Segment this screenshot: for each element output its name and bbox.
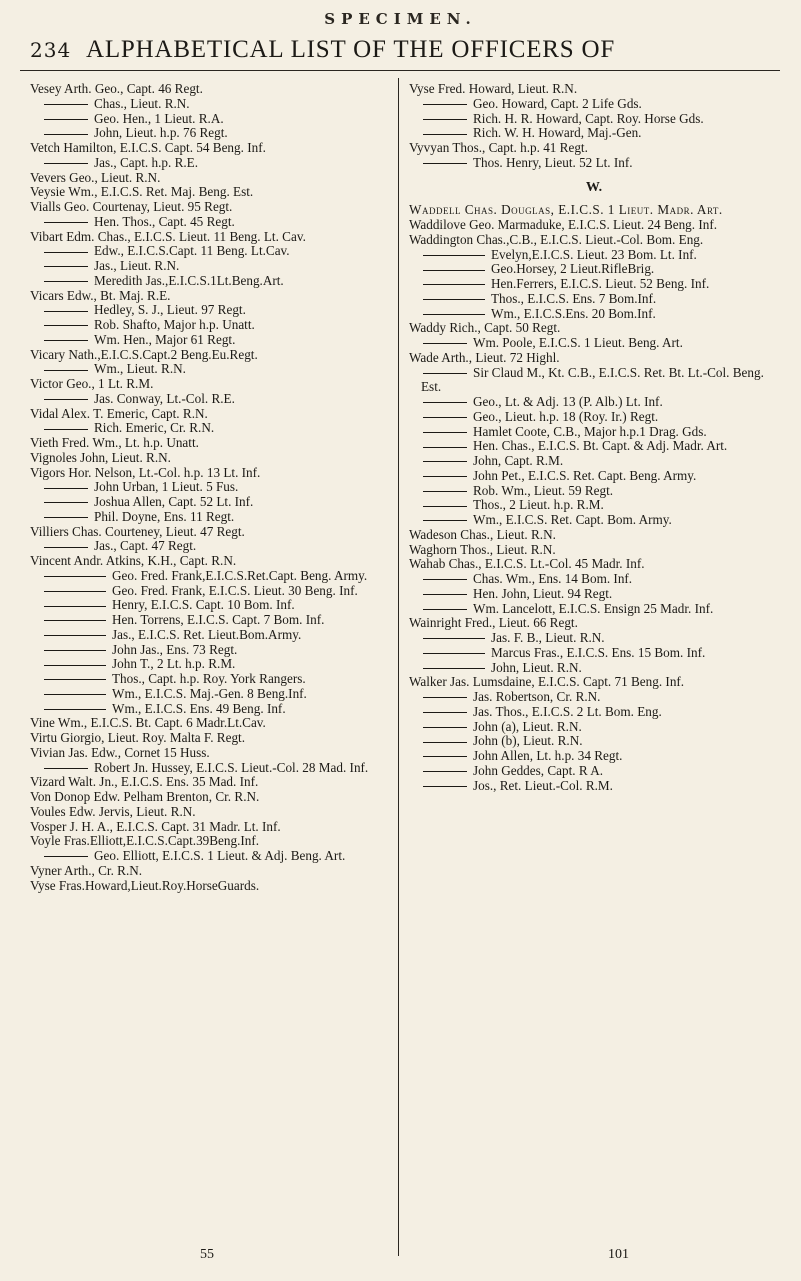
- list-entry: [30, 775, 390, 790]
- list-entry: [30, 259, 390, 274]
- entry-text: Geo., Lt. & Adj. 13 (P. Alb.) Lt. Inf.: [473, 394, 663, 409]
- list-entry: [30, 657, 390, 672]
- entry-text: Veysie Wm., E.I.C.S. Ret. Maj. Beng. Est.: [30, 184, 254, 200]
- list-entry: [409, 112, 779, 127]
- list-entry: [409, 307, 779, 322]
- entry-text: Jas. Conway, Lt.-Col. R.E.: [94, 390, 235, 406]
- entry-text: John (a), Lieut. R.N.: [473, 718, 582, 734]
- list-entry: [409, 764, 779, 779]
- entry-text: Geo. Hen., 1 Lieut. R.A.: [94, 110, 224, 126]
- entry-text: Wm. Lancelott, E.I.C.S. Ensign 25 Madr. Inf.: [473, 600, 714, 616]
- ditto-dash: [423, 284, 485, 285]
- list-entry: [30, 834, 390, 849]
- entry-text: Thos., E.I.C.S. Ens. 7 Bom.Inf.: [491, 290, 657, 306]
- ditto-dash: [423, 520, 467, 521]
- list-entry: [30, 82, 390, 97]
- entry-text: Wahab Chas., E.I.C.S. Lt.-Col. 45 Madr. Inf.: [409, 556, 645, 572]
- page-number: 234: [30, 38, 72, 62]
- list-entry: [30, 790, 390, 805]
- list-entry: [409, 557, 779, 572]
- ditto-dash: [423, 653, 485, 654]
- ditto-dash: [44, 119, 88, 120]
- ditto-dash: [44, 768, 88, 769]
- entry-text: Vicars Edw., Bt. Maj. R.E.: [30, 287, 171, 303]
- list-entry: [30, 185, 390, 200]
- ditto-dash: [423, 270, 485, 271]
- entry-text: Evelyn,E.I.C.S. Lieut. 23 Bom. Lt. Inf.: [491, 246, 697, 262]
- list-entry: [30, 156, 390, 171]
- entry-text: Victor Geo., 1 Lt. R.M.: [30, 376, 154, 391]
- ditto-dash: [44, 163, 88, 164]
- ditto-dash: [423, 742, 467, 743]
- list-entry: [30, 805, 390, 820]
- list-entry: [30, 849, 390, 864]
- entry-text: John Urban, 1 Lieut. 5 Fus.: [94, 479, 239, 495]
- ditto-dash: [423, 432, 467, 433]
- specimen-stamp: SPECIMEN.: [324, 10, 477, 28]
- ditto-dash: [44, 222, 88, 223]
- ditto-dash: [44, 325, 88, 326]
- entry-text: Hen. Torrens, E.I.C.S. Capt. 7 Bom. Inf.: [112, 612, 325, 627]
- list-entry: [30, 569, 390, 584]
- right-column-v-entries: [409, 82, 779, 171]
- list-entry: [30, 126, 390, 141]
- entry-text: John Pet., E.I.C.S. Ret. Capt. Beng. Army.: [473, 467, 697, 483]
- entry-text: Wade Arth., Lieut. 72 Highl.: [409, 349, 560, 365]
- ditto-dash: [44, 620, 106, 621]
- list-entry: [409, 277, 779, 292]
- ditto-dash: [423, 417, 467, 418]
- entry-text: Jas., Capt. 47 Regt.: [94, 538, 197, 554]
- entry-text: Vizard Walt. Jn., E.I.C.S. Ens. 35 Mad. Inf.: [30, 774, 259, 790]
- entry-text: Vine Wm., E.I.C.S. Bt. Capt. 6 Madr.Lt.Cav.: [30, 715, 266, 731]
- list-entry: [409, 469, 779, 484]
- list-entry: [409, 203, 779, 218]
- list-entry: [30, 421, 390, 436]
- left-column: [30, 82, 390, 893]
- right-column: [409, 82, 779, 793]
- entry-text: Waddington Chas.,C.B., E.I.C.S. Lieut.-Col. Bom. Eng.: [409, 231, 704, 247]
- list-entry: [409, 602, 779, 617]
- list-entry: [409, 616, 779, 631]
- list-entry: [409, 734, 779, 749]
- entry-text: Meredith Jas.,E.I.C.S.1Lt.Beng.Art.: [94, 272, 284, 288]
- entry-text: Vieth Fred. Wm., Lt. h.p. Unatt.: [30, 435, 199, 450]
- entry-text: Vialls Geo. Courtenay, Lieut. 95 Regt.: [30, 199, 233, 214]
- entry-text: Thos., Capt. h.p. Roy. York Rangers.: [112, 671, 306, 686]
- entry-text: Chas., Lieut. R.N.: [94, 95, 190, 111]
- ditto-dash: [44, 591, 106, 592]
- entry-text: Vigors Hor. Nelson, Lt.-Col. h.p. 13 Lt. Inf.: [30, 464, 261, 480]
- entry-text: Von Donop Edw. Pelham Brenton, Cr. R.N.: [30, 789, 260, 804]
- ditto-dash: [44, 281, 88, 282]
- entry-text: Sir Claud M., Kt. C.B., E.I.C.S. Ret. Bt. Lt.-Col. Beng. Est.: [421, 364, 764, 395]
- ditto-dash: [44, 252, 88, 253]
- list-entry: [30, 230, 390, 245]
- entry-text: Hen.Ferrers, E.I.C.S. Lieut. 52 Beng. Inf.: [491, 276, 710, 291]
- right-column-w-entries: [409, 203, 779, 793]
- entry-text: Hen. John, Lieut. 94 Regt.: [473, 585, 613, 601]
- entry-text: Marcus Fras., E.I.C.S. Ens. 15 Bom. Inf.: [491, 644, 706, 660]
- entry-text: Wm., E.I.C.S.Ens. 20 Bom.Inf.: [491, 305, 656, 321]
- list-entry: [30, 362, 390, 377]
- list-entry: [409, 351, 779, 366]
- list-entry: [409, 425, 779, 440]
- entry-text: Thos. Henry, Lieut. 52 Lt. Inf.: [473, 154, 633, 170]
- entry-text: John (b), Lieut. R.N.: [473, 733, 583, 749]
- entry-text: Vivian Jas. Edw., Cornet 15 Huss.: [30, 744, 210, 760]
- list-entry: [409, 233, 779, 248]
- entry-text: Hedley, S. J., Lieut. 97 Regt.: [94, 302, 246, 318]
- ditto-dash: [423, 491, 467, 492]
- entry-text: Walker Jas. Lumsdaine, E.I.C.S. Capt. 71 Beng. Inf.: [409, 674, 685, 690]
- ditto-dash: [44, 547, 88, 548]
- list-entry: [30, 244, 390, 259]
- entry-text: John Allen, Lt. h.p. 34 Regt.: [473, 748, 623, 763]
- ditto-dash: [44, 679, 106, 680]
- entry-text: Geo.Horsey, 2 Lieut.RifleBrig.: [491, 261, 655, 277]
- ditto-dash: [44, 635, 106, 636]
- entry-text: John Geddes, Capt. R A.: [473, 762, 604, 778]
- list-entry: [409, 631, 779, 646]
- list-entry: [409, 336, 779, 351]
- entry-text: Joshua Allen, Capt. 52 Lt. Inf.: [94, 494, 254, 509]
- entry-text: Vidal Alex. T. Emeric, Capt. R.N.: [30, 405, 208, 421]
- list-entry: [409, 720, 779, 735]
- list-entry: [409, 321, 779, 336]
- list-entry: [409, 705, 779, 720]
- list-entry: [30, 333, 390, 348]
- entry-text: Vibart Edm. Chas., E.I.C.S. Lieut. 11 Beng. Lt. Cav.: [30, 228, 306, 244]
- entry-text: Hen. Chas., E.I.C.S. Bt. Capt. & Adj. Madr. Art.: [473, 438, 728, 454]
- list-entry: [409, 126, 779, 141]
- list-entry: [30, 761, 390, 776]
- list-entry: [409, 779, 779, 794]
- entry-text: Chas. Wm., Ens. 14 Bom. Inf.: [473, 571, 633, 586]
- entry-text: John, Lieut. R.N.: [491, 659, 582, 675]
- entry-text: Jas. Thos., E.I.C.S. 2 Lt. Bom. Eng.: [473, 703, 662, 719]
- list-entry: [30, 480, 390, 495]
- list-entry: [30, 598, 390, 613]
- entry-text: Rob. Wm., Lieut. 59 Regt.: [473, 482, 614, 498]
- entry-text: Vyvyan Thos., Capt. h.p. 41 Regt.: [409, 140, 588, 155]
- entry-text: John, Capt. R.M.: [473, 453, 564, 468]
- list-entry: [409, 587, 779, 602]
- entry-text: Waddy Rich., Capt. 50 Regt.: [409, 320, 561, 336]
- ditto-dash: [423, 447, 467, 448]
- list-entry: [30, 318, 390, 333]
- entry-text: Wm., E.I.C.S. Ens. 49 Beng. Inf.: [112, 700, 286, 716]
- entry-text: Wm., E.I.C.S. Maj.-Gen. 8 Beng.Inf.: [112, 685, 307, 701]
- list-entry: [30, 274, 390, 289]
- entry-text: Wm., E.I.C.S. Ret. Capt. Bom. Army.: [473, 512, 672, 527]
- ditto-dash: [44, 665, 106, 666]
- ditto-dash: [44, 311, 88, 312]
- entry-text: Wadeson Chas., Lieut. R.N.: [409, 526, 556, 542]
- list-entry: [30, 466, 390, 481]
- list-entry: [30, 702, 390, 717]
- list-entry: [30, 525, 390, 540]
- list-entry: [30, 303, 390, 318]
- list-entry: [30, 377, 390, 392]
- list-entry: [30, 510, 390, 525]
- ditto-dash: [44, 694, 106, 695]
- entry-text: Jas., Capt. h.p. R.E.: [94, 154, 199, 170]
- entry-text: Jas. Robertson, Cr. R.N.: [473, 689, 601, 704]
- list-entry: [409, 484, 779, 499]
- ditto-dash: [423, 163, 467, 164]
- entry-text: Jas. F. B., Lieut. R.N.: [491, 630, 605, 645]
- list-entry: [30, 171, 390, 186]
- entry-text: Virtu Giorgio, Lieut. Roy. Malta F. Regt.: [30, 730, 245, 745]
- entry-text: Waghorn Thos., Lieut. R.N.: [409, 541, 556, 557]
- entry-text: Vyse Fred. Howard, Lieut. R.N.: [409, 81, 578, 96]
- entry-text: John T., 2 Lt. h.p. R.M.: [112, 656, 236, 672]
- entry-text: Vesey Arth. Geo., Capt. 46 Regt.: [30, 81, 203, 96]
- entry-text: Henry, E.I.C.S. Capt. 10 Bom. Inf.: [112, 597, 295, 613]
- list-entry: [409, 749, 779, 764]
- ditto-dash: [423, 697, 467, 698]
- ditto-dash: [44, 104, 88, 105]
- entry-text: Vignoles John, Lieut. R.N.: [30, 449, 171, 465]
- ditto-dash: [423, 461, 467, 462]
- ditto-dash: [423, 134, 467, 135]
- list-entry: [409, 439, 779, 454]
- list-entry: [409, 498, 779, 513]
- ditto-dash: [423, 476, 467, 477]
- ditto-dash: [44, 856, 88, 857]
- list-entry: [409, 454, 779, 469]
- ditto-dash: [44, 399, 88, 400]
- list-entry: [30, 584, 390, 599]
- list-entry: [30, 495, 390, 510]
- ditto-dash: [44, 370, 88, 371]
- list-entry: [30, 687, 390, 702]
- list-entry: [30, 879, 390, 894]
- list-entry: [409, 366, 779, 396]
- entry-text: Voyle Fras.Elliott,E.I.C.S.Capt.39Beng.Inf.: [30, 833, 260, 849]
- ditto-dash: [423, 609, 467, 610]
- list-entry: [30, 348, 390, 363]
- entry-text: Thos., 2 Lieut. h.p. R.M.: [473, 497, 604, 513]
- list-entry: [30, 539, 390, 554]
- entry-text: Wm. Hen., Major 61 Regt.: [94, 331, 236, 347]
- ditto-dash: [423, 712, 467, 713]
- ditto-dash: [44, 429, 88, 430]
- list-entry: [30, 864, 390, 879]
- ditto-dash: [423, 299, 485, 300]
- entry-text: Geo. Fred. Frank,E.I.C.S.Ret.Capt. Beng. Army.: [112, 567, 368, 583]
- entry-text: John Jas., Ens. 73 Regt.: [112, 641, 238, 657]
- list-entry: [409, 513, 779, 528]
- ditto-dash: [423, 119, 467, 120]
- list-entry: [409, 292, 779, 307]
- entry-text: Jos., Ret. Lieut.-Col. R.M.: [473, 777, 613, 793]
- ditto-dash: [44, 134, 88, 135]
- entry-text: Rob. Shafto, Major h.p. Unatt.: [94, 317, 255, 332]
- entry-text: Vyner Arth., Cr. R.N.: [30, 862, 143, 878]
- entry-text: Waddell Chas. Douglas, E.I.C.S. 1 Lieut. Madr. Art.: [409, 202, 723, 218]
- entry-text: Rich. Emeric, Cr. R.N.: [94, 420, 215, 436]
- ditto-dash: [44, 606, 106, 607]
- list-entry: [30, 392, 390, 407]
- ditto-dash: [44, 576, 106, 577]
- footer-number-right: 101: [608, 1247, 629, 1262]
- entry-text: Voules Edw. Jervis, Lieut. R.N.: [30, 803, 196, 819]
- entry-text: Hamlet Coote, C.B., Major h.p.1 Drag. Gds.: [473, 423, 707, 439]
- ditto-dash: [423, 255, 485, 256]
- list-entry: [30, 643, 390, 658]
- ditto-dash: [44, 650, 106, 651]
- list-entry: [409, 248, 779, 263]
- ditto-dash: [44, 502, 88, 503]
- entry-text: Edw., E.I.C.S.Capt. 11 Beng. Lt.Cav.: [94, 243, 290, 259]
- ditto-dash: [423, 771, 467, 772]
- list-entry: [409, 528, 779, 543]
- list-entry: [30, 746, 390, 761]
- ditto-dash: [423, 506, 467, 507]
- entry-text: Phil. Doyne, Ens. 11 Regt.: [94, 508, 235, 524]
- ditto-dash: [423, 786, 467, 787]
- ditto-dash: [423, 638, 485, 639]
- ditto-dash: [44, 266, 88, 267]
- entry-text: Geo. Elliott, E.I.C.S. 1 Lieut. & Adj. Beng. Art.: [94, 848, 346, 863]
- ditto-dash: [423, 594, 467, 595]
- list-entry: [30, 141, 390, 156]
- list-entry: [30, 289, 390, 304]
- list-entry: [30, 731, 390, 746]
- entry-text: Wm., Lieut. R.N.: [94, 361, 186, 377]
- ditto-dash: [423, 314, 485, 315]
- list-entry: [30, 716, 390, 731]
- ditto-dash: [423, 402, 467, 403]
- list-entry: [30, 200, 390, 215]
- entry-text: Rich. W. H. Howard, Maj.-Gen.: [473, 125, 642, 141]
- entry-text: Vetch Hamilton, E.I.C.S. Capt. 54 Beng. Inf.: [30, 140, 266, 155]
- list-entry: [409, 141, 779, 156]
- entry-text: Geo., Lieut. h.p. 18 (Roy. Ir.) Regt.: [473, 408, 659, 424]
- list-entry: [30, 97, 390, 112]
- ditto-dash: [423, 343, 467, 344]
- list-entry: [30, 407, 390, 422]
- list-entry: [30, 672, 390, 687]
- entry-text: Vosper J. H. A., E.I.C.S. Capt. 31 Madr. Lt. Inf.: [30, 818, 281, 834]
- entry-text: Villiers Chas. Courteney, Lieut. 47 Regt.: [30, 523, 245, 539]
- list-entry: [409, 410, 779, 425]
- ditto-dash: [423, 756, 467, 757]
- entry-text: Geo. Howard, Capt. 2 Life Gds.: [473, 95, 642, 111]
- ditto-dash: [423, 727, 467, 728]
- list-entry: [409, 395, 779, 410]
- ditto-dash: [423, 668, 485, 669]
- list-entry: [409, 646, 779, 661]
- list-entry: [30, 554, 390, 569]
- entry-text: Waddilove Geo. Marmaduke, E.I.C.S. Lieut. 24 Beng. Inf.: [409, 217, 718, 232]
- entry-text: John, Lieut. h.p. 76 Regt.: [94, 125, 228, 141]
- list-entry: [409, 218, 779, 233]
- list-entry: [409, 262, 779, 277]
- entry-text: Robert Jn. Hussey, E.I.C.S. Lieut.-Col. 28 Mad. Inf.: [94, 759, 369, 775]
- entry-text: Vevers Geo., Lieut. R.N.: [30, 169, 161, 185]
- list-entry: [409, 572, 779, 587]
- entry-text: Vincent Andr. Atkins, K.H., Capt. R.N.: [30, 553, 237, 568]
- ditto-dash: [44, 488, 88, 489]
- section-letter: W.: [585, 179, 603, 195]
- ditto-dash: [423, 373, 467, 374]
- ditto-dash: [44, 709, 106, 710]
- entry-text: Jas., Lieut. R.N.: [94, 258, 180, 273]
- list-entry: [30, 820, 390, 835]
- list-entry: [409, 82, 779, 97]
- entry-text: Wm. Poole, E.I.C.S. 1 Lieut. Beng. Art.: [473, 335, 683, 350]
- list-entry: [409, 675, 779, 690]
- column-divider: [398, 78, 399, 1256]
- header-rule: [20, 70, 780, 71]
- entry-text: Geo. Fred. Frank, E.I.C.S. Lieut. 30 Beng. Inf.: [112, 582, 358, 598]
- ditto-dash: [44, 340, 88, 341]
- entry-text: Wainright Fred., Lieut. 66 Regt.: [409, 615, 578, 631]
- list-entry: [409, 156, 779, 171]
- list-entry: [30, 451, 390, 466]
- list-entry: [30, 215, 390, 230]
- list-entry: [409, 543, 779, 558]
- list-entry: [30, 112, 390, 127]
- entry-text: Hen. Thos., Capt. 45 Regt.: [94, 213, 235, 229]
- ditto-dash: [44, 517, 88, 518]
- entry-text: Jas., E.I.C.S. Ret. Lieut.Bom.Army.: [112, 626, 302, 642]
- entry-text: Rich. H. R. Howard, Capt. Roy. Horse Gds.: [473, 110, 704, 126]
- list-entry: [30, 613, 390, 628]
- page-heading: ALPHABETICAL LIST OF THE OFFICERS OF: [86, 36, 616, 63]
- footer-number-left: 55: [200, 1247, 214, 1262]
- ditto-dash: [423, 579, 467, 580]
- list-entry: [409, 97, 779, 112]
- entry-text: Vyse Fras.Howard,Lieut.Roy.HorseGuards.: [30, 877, 260, 893]
- list-entry: [409, 661, 779, 676]
- list-entry: [30, 628, 390, 643]
- entry-text: Vicary Nath.,E.I.C.S.Capt.2 Beng.Eu.Regt.: [30, 346, 258, 362]
- list-entry: [409, 690, 779, 705]
- ditto-dash: [423, 104, 467, 105]
- list-entry: [30, 436, 390, 451]
